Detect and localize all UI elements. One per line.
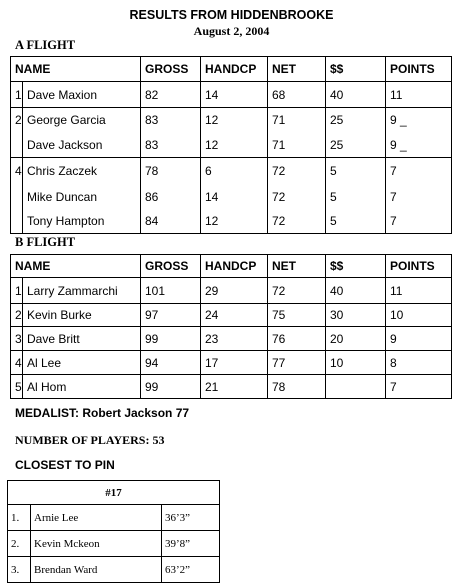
- net-cell: 75: [268, 304, 326, 327]
- rank-cell: [11, 184, 23, 210]
- net-cell: 72: [268, 158, 326, 184]
- money-cell: 10: [326, 351, 386, 375]
- closest-to-pin-label: CLOSEST TO PIN: [15, 458, 115, 472]
- gross-cell: 84: [141, 210, 201, 234]
- col-name: NAME: [11, 57, 141, 82]
- name-cell: Al Hom: [23, 375, 141, 399]
- gross-cell: 83: [141, 108, 201, 133]
- name-cell: Tony Hampton: [23, 210, 141, 234]
- net-cell: 72: [268, 184, 326, 210]
- rank-cell: 1: [11, 278, 23, 304]
- page-date: August 2, 2004: [193, 24, 270, 38]
- money-cell: 5: [326, 184, 386, 210]
- col-money: $$: [326, 255, 386, 278]
- col-gross: GROSS: [141, 57, 201, 82]
- money-cell: 25: [326, 108, 386, 133]
- handcp-cell: 12: [201, 108, 268, 133]
- pin-row: [8, 531, 220, 557]
- table-row: [11, 375, 452, 399]
- name-cell: Kevin Burke: [23, 304, 141, 327]
- col-net: NET: [268, 255, 326, 278]
- a-flight-label: A FLIGHT: [15, 38, 76, 52]
- name-cell: Mike Duncan: [23, 184, 141, 210]
- pin-rank: 1.: [8, 505, 31, 531]
- rank-cell: 3: [11, 327, 23, 351]
- net-cell: 72: [268, 210, 326, 234]
- net-cell: 78: [268, 375, 326, 399]
- rank-cell: 4: [11, 158, 23, 184]
- points-cell: 7: [386, 375, 452, 399]
- pin-distance: 36’3”: [162, 505, 220, 531]
- handcp-cell: 12: [201, 133, 268, 158]
- col-name: NAME: [11, 255, 141, 278]
- handcp-cell: 14: [201, 184, 268, 210]
- rank-cell: 2: [11, 304, 23, 327]
- b-flight-table: [10, 254, 452, 399]
- net-cell: 71: [268, 133, 326, 158]
- number-of-players: NUMBER OF PLAYERS: 53: [15, 433, 165, 447]
- gross-cell: 99: [141, 375, 201, 399]
- points-cell: 7: [386, 184, 452, 210]
- money-cell: 5: [326, 158, 386, 184]
- name-cell: Dave Maxion: [23, 82, 141, 108]
- money-cell: [326, 375, 386, 399]
- money-cell: 40: [326, 278, 386, 304]
- pin-distance: 39’8”: [162, 531, 220, 557]
- name-cell: Larry Zammarchi: [23, 278, 141, 304]
- b-flight-label: B FLIGHT: [15, 235, 76, 249]
- net-cell: 72: [268, 278, 326, 304]
- net-cell: 77: [268, 351, 326, 375]
- net-cell: 68: [268, 82, 326, 108]
- pin-name: Kevin Mckeon: [31, 531, 162, 557]
- pin-name: Arnie Lee: [31, 505, 162, 531]
- gross-cell: 86: [141, 184, 201, 210]
- handcp-cell: 23: [201, 327, 268, 351]
- name-cell: Dave Jackson: [23, 133, 141, 158]
- handcp-cell: 12: [201, 210, 268, 234]
- col-money: $$: [326, 57, 386, 82]
- pin-row: [8, 505, 220, 531]
- points-cell: 9 _: [386, 108, 452, 133]
- money-cell: 25: [326, 133, 386, 158]
- rank-cell: 1: [11, 82, 23, 108]
- points-cell: 8: [386, 351, 452, 375]
- table-row: [11, 158, 452, 184]
- net-cell: 76: [268, 327, 326, 351]
- points-cell: 11: [386, 278, 452, 304]
- gross-cell: 99: [141, 327, 201, 351]
- a-flight-header-row: [11, 57, 452, 82]
- table-row: [11, 133, 452, 158]
- table-row: [11, 351, 452, 375]
- col-handcp: HANDCP: [201, 255, 268, 278]
- table-row: [11, 184, 452, 210]
- pin-distance: 63’2”: [162, 557, 220, 583]
- handcp-cell: 24: [201, 304, 268, 327]
- table-row: [11, 210, 452, 234]
- table-row: [11, 278, 452, 304]
- handcp-cell: 6: [201, 158, 268, 184]
- net-cell: 71: [268, 108, 326, 133]
- b-flight-header-row: [11, 255, 452, 278]
- pin-hole-row: [8, 481, 220, 505]
- a-flight-table: [10, 56, 452, 234]
- table-row: [11, 327, 452, 351]
- rank-cell: 5: [11, 375, 23, 399]
- points-cell: 9 _: [386, 133, 452, 158]
- points-cell: 9: [386, 327, 452, 351]
- rank-cell: [11, 133, 23, 158]
- handcp-cell: 21: [201, 375, 268, 399]
- col-points: POINTS: [386, 255, 452, 278]
- name-cell: Chris Zaczek: [23, 158, 141, 184]
- col-gross: GROSS: [141, 255, 201, 278]
- money-cell: 30: [326, 304, 386, 327]
- handcp-cell: 14: [201, 82, 268, 108]
- name-cell: Al Lee: [23, 351, 141, 375]
- rank-cell: 4: [11, 351, 23, 375]
- col-handcp: HANDCP: [201, 57, 268, 82]
- points-cell: 11: [386, 82, 452, 108]
- pin-rank: 2.: [8, 531, 31, 557]
- pin-rank: 3.: [8, 557, 31, 583]
- money-cell: 40: [326, 82, 386, 108]
- col-points: POINTS: [386, 57, 452, 82]
- medalist: MEDALIST: Robert Jackson 77: [15, 406, 190, 420]
- pin-row: [8, 557, 220, 583]
- gross-cell: 97: [141, 304, 201, 327]
- money-cell: 20: [326, 327, 386, 351]
- closest-to-pin-table: [7, 480, 220, 583]
- name-cell: Dave Britt: [23, 327, 141, 351]
- name-cell: George Garcia: [23, 108, 141, 133]
- points-cell: 7: [386, 158, 452, 184]
- table-row: [11, 108, 452, 133]
- handcp-cell: 17: [201, 351, 268, 375]
- table-row: [11, 304, 452, 327]
- rank-cell: [11, 210, 23, 234]
- gross-cell: 101: [141, 278, 201, 304]
- gross-cell: 82: [141, 82, 201, 108]
- gross-cell: 94: [141, 351, 201, 375]
- gross-cell: 78: [141, 158, 201, 184]
- page-title: RESULTS FROM HIDDENBROOKE: [129, 8, 334, 22]
- table-row: [11, 82, 452, 108]
- gross-cell: 83: [141, 133, 201, 158]
- pin-hole: #17: [8, 481, 220, 505]
- rank-cell: 2: [11, 108, 23, 133]
- pin-name: Brendan Ward: [31, 557, 162, 583]
- points-cell: 7: [386, 210, 452, 234]
- col-net: NET: [268, 57, 326, 82]
- money-cell: 5: [326, 210, 386, 234]
- points-cell: 10: [386, 304, 452, 327]
- handcp-cell: 29: [201, 278, 268, 304]
